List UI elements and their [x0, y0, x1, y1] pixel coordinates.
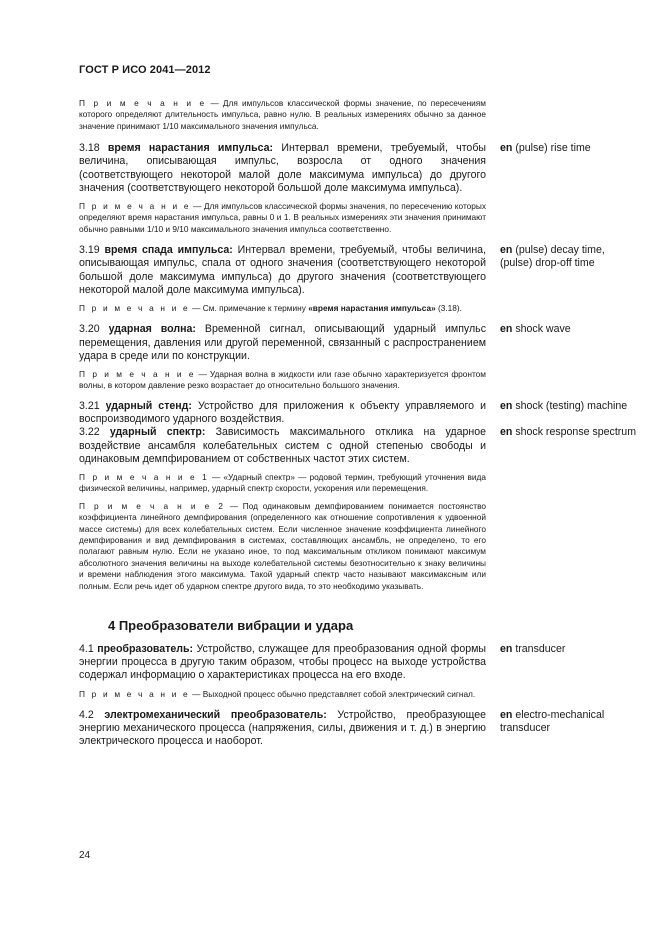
term-definition	[79, 142, 486, 195]
term-name: электромеханический преобразователь:	[104, 708, 327, 721]
term-name: время спада импульса:	[104, 244, 233, 257]
term-entry	[79, 426, 643, 466]
term-name: время нарастания импульса:	[107, 142, 274, 155]
note-label: П р и м е ч а н и е 2	[79, 500, 226, 511]
term-number: 3.20	[79, 323, 109, 336]
term-definition	[79, 643, 486, 683]
term-number: 4.1	[79, 642, 98, 655]
term-number: 3.21	[79, 399, 106, 412]
note-label: П р и м е ч а н и е	[79, 303, 190, 314]
term-name: ударный стенд:	[105, 399, 192, 412]
language-code: en	[500, 399, 513, 412]
note	[79, 501, 486, 592]
term-entry	[79, 643, 643, 683]
note	[79, 369, 486, 392]
english-equivalent	[500, 426, 640, 439]
term-entry	[79, 400, 643, 426]
note-label: П р и м е ч а н и е 1	[79, 471, 209, 482]
term-entry	[79, 244, 643, 297]
term-name: ударная волна:	[108, 323, 196, 336]
note-label: П р и м е ч а н и е	[79, 688, 190, 699]
term-definition	[79, 426, 486, 466]
note-text: — См. примечание к термину	[189, 303, 309, 314]
term-entry	[79, 142, 643, 195]
note	[79, 472, 486, 495]
term-entry	[79, 709, 643, 749]
term-definition	[79, 244, 486, 297]
note-text: — Для импульсов классической формы значение, по пересечениям которого определяют длительность импульса, равно нулю. В реальных измерениях обычно за данное значение принимают 1/10 максимального значения импульса.	[79, 98, 486, 131]
language-code: en	[500, 244, 513, 257]
note-text: — Под одинаковым демпфированием понимается постоянство коэффициента линейного демпфирования (определенного как отношение сопротивления к удвоенной массе системы) для всех колебательных систем. Если численное значение коэффициента линейного демпфирования и вид демпфирования в системах, составляющих ансамбль, не определено, то его полагают равным нулю. Если не указано иное, то под максимальным откликом понимают максимум абсолютного значения величины на выходе колебательной системы безотносительно к знаку величины и времени наблюдения этого максимума. Такой ударный спектр часто называют максимаксным или полным. Если речь идет об ударном спектре другого вида, то это необходимо указывать.	[79, 500, 486, 591]
term-definition	[79, 400, 486, 426]
english-term: (pulse) rise time	[512, 142, 591, 155]
english-equivalent	[500, 400, 640, 413]
term-text: Интервал времени, требуемый, чтобы величина, описывающая импульс, возросла от одного значения (соответствующего некоторой малой доле максимума импульса) до другого значения (соответствующего некоторой большой доле максимума импульса).	[79, 142, 487, 194]
term-number: 3.18	[79, 142, 108, 155]
english-term: transducer	[512, 642, 566, 655]
note-text: — Для импульсов классической формы значения, по пересечению которых определяют время нарастания импульса, равны 0 и 1. В реальных измерениях эти значения принимают обычно равными 1/10 и 9/10 максимального значения импульса соответственно.	[79, 201, 486, 234]
note	[79, 98, 486, 132]
language-code: en	[500, 708, 513, 721]
english-term: electro-mechanical transducer	[500, 708, 605, 735]
note-text: — «Ударный спектр» — родовой термин, требующий уточнения вида физической величины, например, ударный спектр скорости, ускорения или перемещения.	[79, 471, 487, 494]
note	[79, 689, 486, 700]
term-definition	[79, 709, 486, 749]
language-code: en	[500, 642, 513, 655]
note-text: — Выходной процесс обычно представляет собой электрический сигнал.	[189, 688, 476, 699]
english-equivalent	[500, 323, 640, 336]
note-label: П р и м е ч а н и е	[79, 201, 191, 212]
document-body	[79, 98, 643, 749]
term-text: Устройство, преобразующее энергию механического процесса (напряжения, силы, движения и т. д.) в энергию электрического процесса и наоборот.	[79, 708, 486, 748]
english-equivalent	[500, 643, 640, 656]
english-equivalent	[500, 244, 640, 270]
term-text: Временной сигнал, описывающий ударный импульс перемещения, давления или другой переменной, связанный с распространением удара в среде или по конструкции.	[79, 323, 486, 362]
language-code: en	[500, 426, 513, 439]
term-definition	[79, 323, 486, 363]
note-term-reference: «время нарастания импульса»	[308, 303, 436, 314]
document-header: ГОСТ Р ИСО 2041—2012	[79, 64, 211, 76]
term-name: ударный спектр:	[109, 426, 206, 439]
note-tail: (3.18).	[435, 303, 462, 314]
note-label: П р и м е ч а н и е	[79, 98, 207, 108]
note-label: П р и м е ч а н и е	[79, 369, 196, 380]
note	[79, 303, 486, 314]
english-equivalent	[500, 142, 640, 155]
term-text: Устройство, служащее для преобразования одной формы энергии процесса в другую таким образом, чтобы процесс на выходе устройства содержал информацию о характеристиках процесса на его входе.	[79, 642, 487, 682]
term-text: Устройство для приложения к объекту управляемого и воспроизводимого ударного воздействия.	[79, 399, 486, 426]
term-number: 3.22	[79, 426, 110, 439]
term-number: 4.2	[79, 708, 105, 721]
note-text: — Ударная волна в жидкости или газе обычно характеризуется фронтом волны, в котором давление резко возрастает до относительно большого значения.	[79, 369, 486, 391]
english-term: shock wave	[512, 323, 571, 336]
term-name: преобразователь:	[97, 642, 194, 655]
english-term: shock (testing) machine	[512, 399, 628, 412]
english-term: (pulse) decay time, (pulse) drop-off time	[500, 244, 605, 270]
term-number: 3.19	[79, 244, 105, 257]
section-title: 4 Преобразователи вибрации и удара	[108, 617, 354, 633]
term-text: Интервал времени, требуемый, чтобы величина, описывающая импульс, спала от одного значения (соответствующего некоторой большой доле максимума импульса) до другого значения (соответствующего некоторой малой доле максимума импульса).	[79, 244, 487, 296]
term-entry	[79, 323, 643, 363]
english-equivalent	[500, 709, 640, 735]
language-code: en	[500, 323, 513, 336]
term-text: Зависимость максимального отклика на ударное воздействие ансамбля колебательных систем с одной степенью свободы и одинаковым демпфированием от собственных частот этих систем.	[79, 426, 486, 465]
page-number: 24	[79, 850, 91, 861]
language-code: en	[500, 142, 513, 155]
english-term: shock response spectrum	[512, 426, 637, 439]
note	[79, 201, 486, 235]
